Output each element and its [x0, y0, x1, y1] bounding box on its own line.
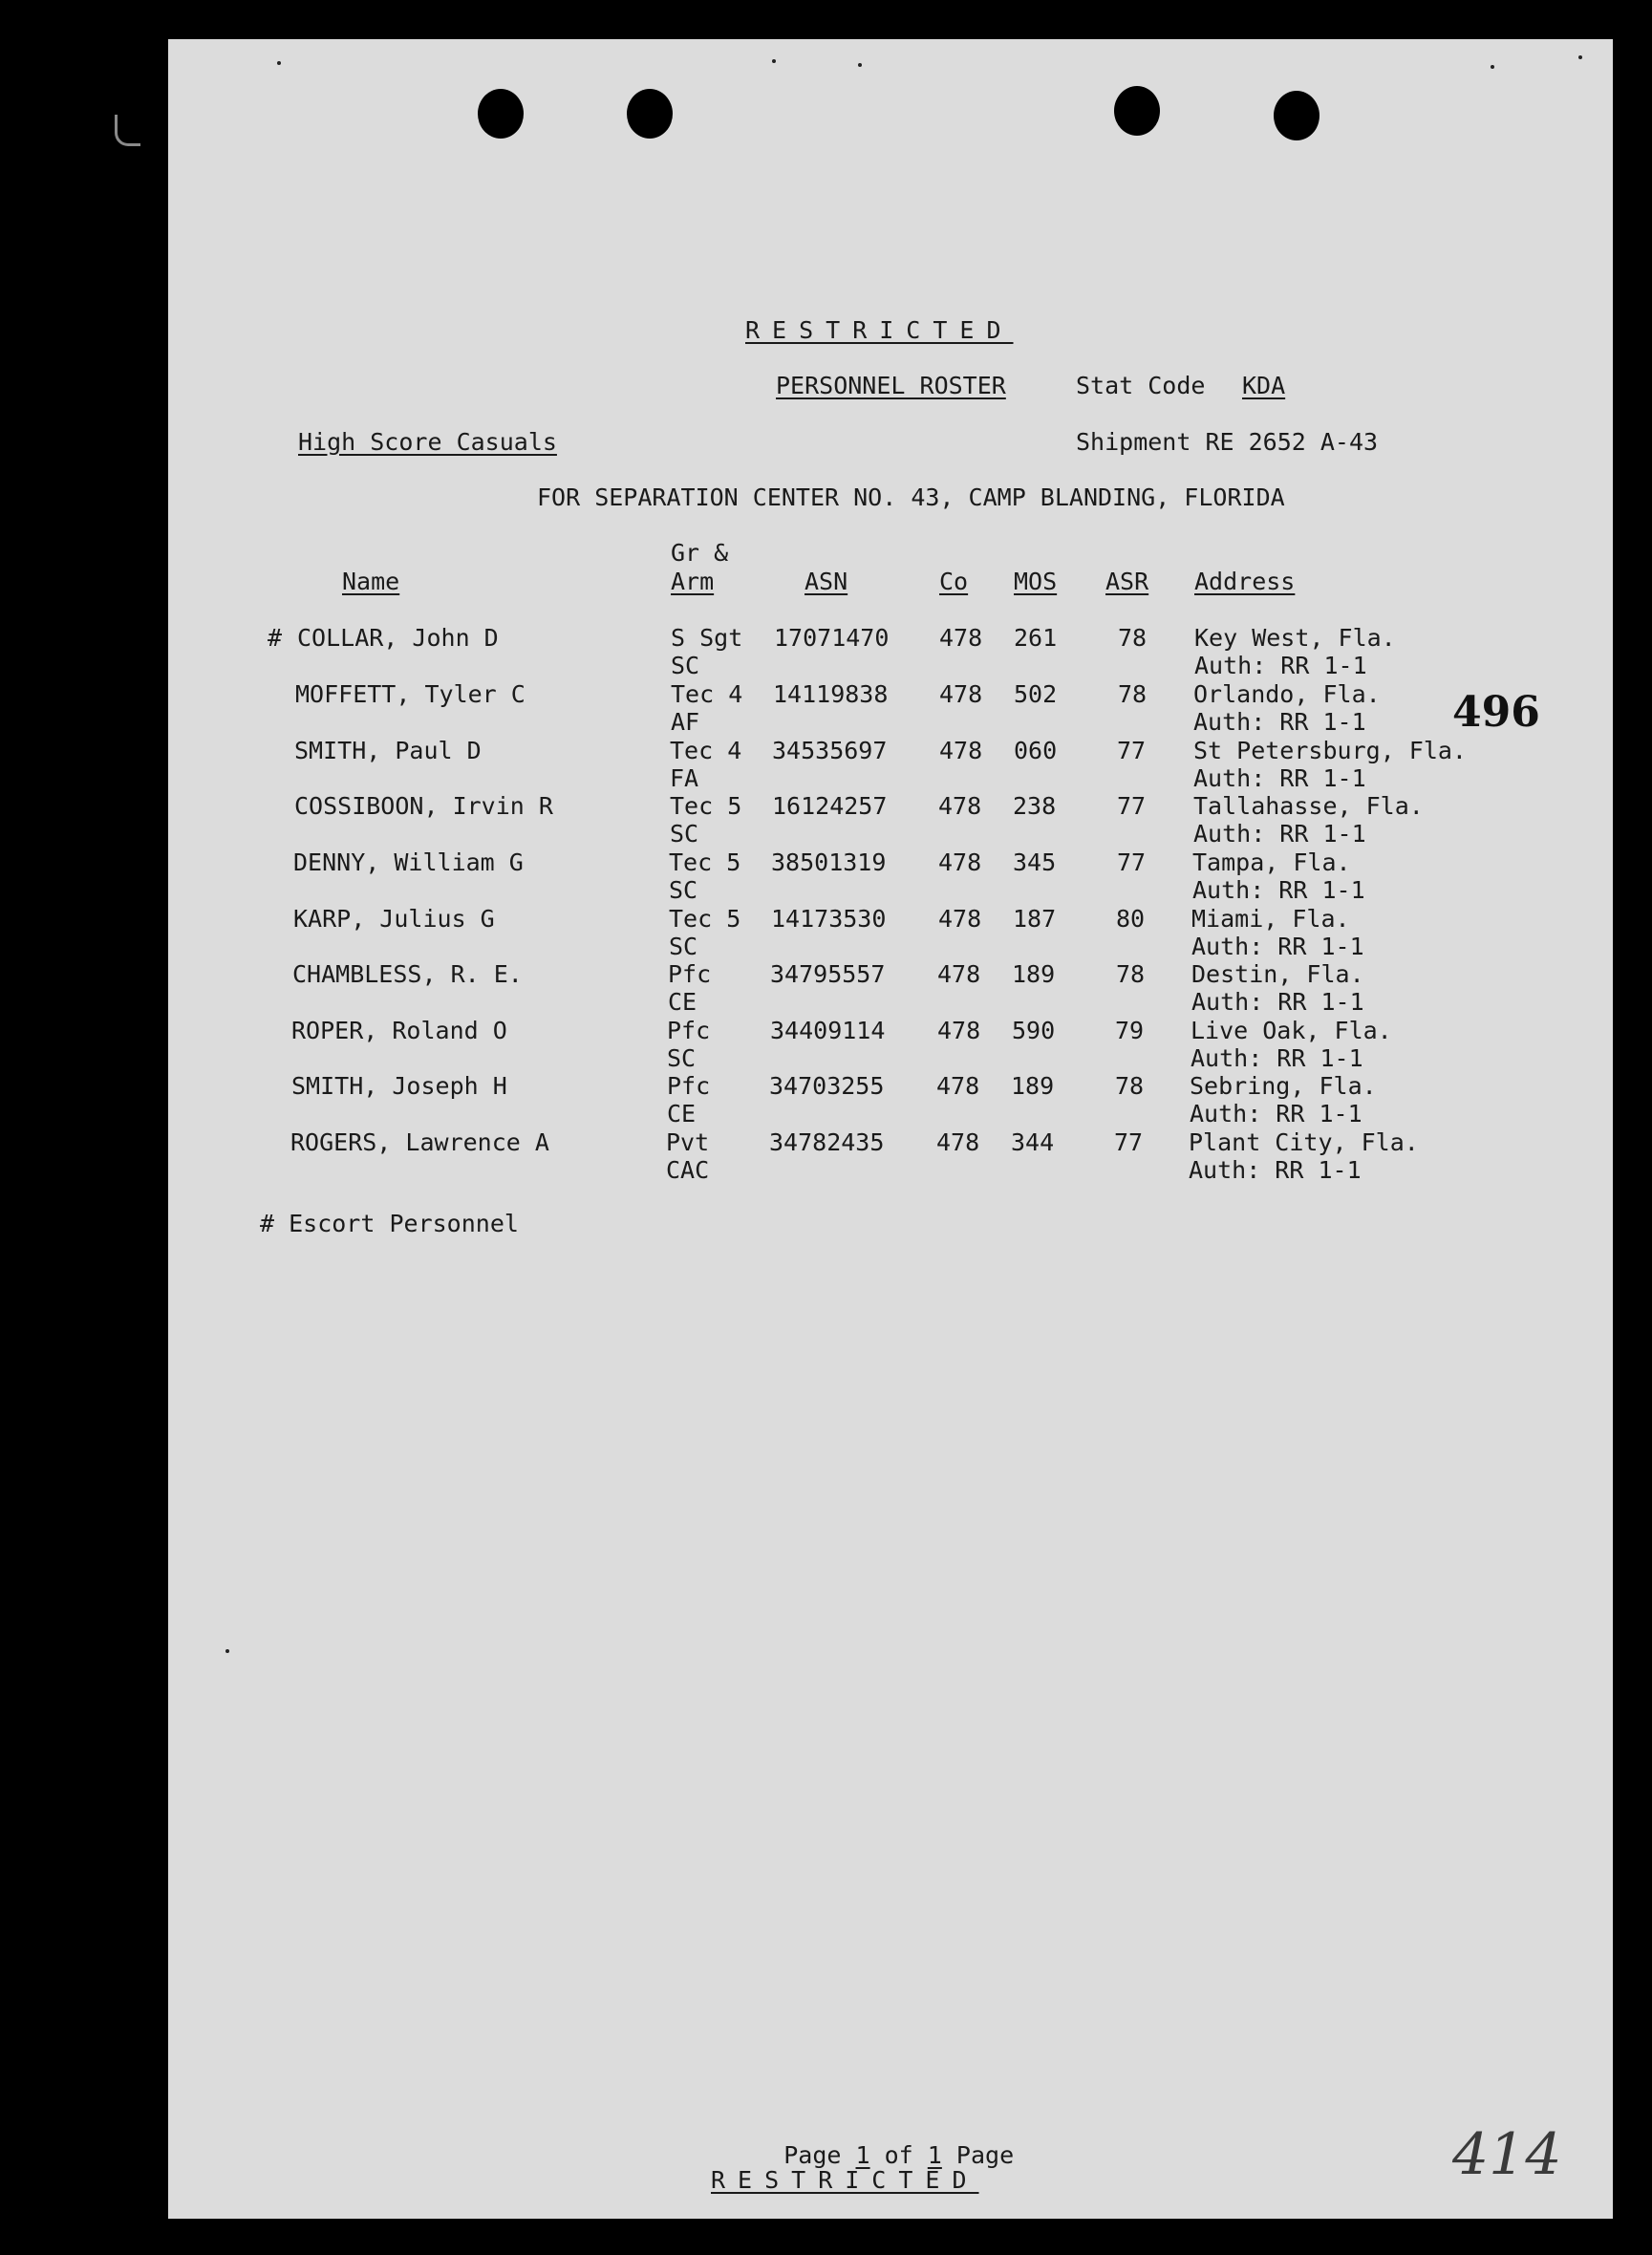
- speck: [1578, 55, 1582, 59]
- classification-top: RESTRICTED: [745, 316, 1014, 344]
- row-arm: SC: [670, 820, 699, 848]
- row-address: Sebring, Fla.: [1190, 1072, 1377, 1100]
- pencil-page-number: 414: [1452, 2121, 1562, 2188]
- row-grade: S Sgt: [671, 624, 743, 652]
- page-prefix: Page: [783, 2141, 842, 2169]
- row-arm: SC: [671, 652, 700, 679]
- row-address: Tallahasse, Fla.: [1193, 792, 1424, 820]
- row-mos: 345: [1013, 848, 1057, 876]
- speck: [772, 59, 776, 63]
- row-co: 478: [936, 1128, 980, 1156]
- binder-hole-1: [478, 89, 524, 139]
- row-arm: SC: [669, 933, 698, 960]
- row-auth: Auth: RR 1-1: [1191, 988, 1364, 1016]
- row-arm: SC: [667, 1044, 697, 1072]
- row-name: SMITH, Paul D: [294, 737, 482, 764]
- row-asn: 34703255: [769, 1072, 885, 1100]
- row-auth: Auth: RR 1-1: [1193, 708, 1366, 736]
- row-auth: Auth: RR 1-1: [1189, 1156, 1362, 1184]
- row-auth: Auth: RR 1-1: [1194, 652, 1367, 679]
- row-asn: 17071470: [774, 624, 890, 652]
- col-gr-line2: Arm: [671, 568, 715, 595]
- row-auth: Auth: RR 1-1: [1191, 933, 1364, 960]
- margin-mark: [115, 115, 140, 146]
- row-address: Key West, Fla.: [1194, 624, 1396, 652]
- row-asr: 77: [1117, 848, 1147, 876]
- row-asr: 77: [1117, 737, 1147, 764]
- footnote: # Escort Personnel: [260, 1210, 519, 1237]
- row-asn: 16124257: [772, 792, 888, 820]
- row-auth: Auth: RR 1-1: [1191, 1044, 1363, 1072]
- row-arm: FA: [670, 764, 699, 792]
- row-address: Miami, Fla.: [1191, 905, 1350, 933]
- speck: [225, 1649, 229, 1653]
- row-asr: 78: [1115, 1072, 1145, 1100]
- roster-title: PERSONNEL ROSTER: [776, 372, 1006, 399]
- row-name: SMITH, Joseph H: [291, 1072, 507, 1100]
- row-co: 478: [938, 792, 982, 820]
- row-grade: Tec 5: [669, 905, 741, 933]
- row-arm: CE: [668, 988, 697, 1016]
- page-total: 1: [927, 2141, 942, 2169]
- paper-edge-tab: [1582, 1003, 1613, 1213]
- row-name: ROPER, Roland O: [291, 1017, 507, 1044]
- row-co: 478: [938, 848, 982, 876]
- row-co: 478: [939, 680, 983, 708]
- stamped-page-number: 496: [1452, 688, 1540, 737]
- row-name: COLLAR, John D: [297, 624, 499, 652]
- speck: [858, 63, 862, 67]
- row-mos: 189: [1012, 960, 1056, 988]
- row-asn: 34795557: [770, 960, 886, 988]
- row-name: DENNY, William G: [293, 848, 524, 876]
- row-grade: Pfc: [668, 960, 712, 988]
- row-co: 478: [937, 1017, 981, 1044]
- binder-hole-4: [1274, 91, 1319, 140]
- row-asn: 34535697: [772, 737, 888, 764]
- row-auth: Auth: RR 1-1: [1192, 876, 1365, 904]
- row-asn: 14119838: [773, 680, 889, 708]
- row-co: 478: [938, 905, 982, 933]
- shipment-number: Shipment RE 2652 A-43: [1076, 428, 1379, 456]
- row-mos: 590: [1012, 1017, 1056, 1044]
- row-mos: 238: [1013, 792, 1057, 820]
- row-mos: 187: [1013, 905, 1057, 933]
- row-co: 478: [937, 960, 981, 988]
- row-address: Live Oak, Fla.: [1191, 1017, 1392, 1044]
- stat-code-label: Stat Code: [1076, 372, 1206, 399]
- row-asn: 14173530: [771, 905, 887, 933]
- row-grade: Pfc: [667, 1072, 711, 1100]
- row-grade: Pfc: [667, 1017, 711, 1044]
- row-address: Orlando, Fla.: [1193, 680, 1381, 708]
- row-asn: 34409114: [770, 1017, 886, 1044]
- row-mos: 060: [1014, 737, 1058, 764]
- row-mos: 344: [1011, 1128, 1055, 1156]
- row-asr: 77: [1117, 792, 1147, 820]
- row-asr: 78: [1118, 624, 1148, 652]
- row-asr: 78: [1116, 960, 1146, 988]
- row-arm: SC: [669, 876, 698, 904]
- col-name: Name: [342, 568, 400, 595]
- row-asn: 34782435: [769, 1128, 885, 1156]
- row-co: 478: [939, 624, 983, 652]
- row-mos: 261: [1014, 624, 1058, 652]
- row-co: 478: [939, 737, 983, 764]
- speck: [277, 61, 281, 65]
- row-mos: 502: [1014, 680, 1058, 708]
- page-of: of: [884, 2141, 913, 2169]
- page-suffix: Page: [955, 2141, 1015, 2169]
- row-name: ROGERS, Lawrence A: [290, 1128, 549, 1156]
- row-address: Plant City, Fla.: [1189, 1128, 1419, 1156]
- row-co: 478: [936, 1072, 980, 1100]
- row-arm: CE: [667, 1100, 697, 1128]
- row-address: Tampa, Fla.: [1192, 848, 1351, 876]
- row-asn: 38501319: [771, 848, 887, 876]
- row-mos: 189: [1011, 1072, 1055, 1100]
- col-asr: ASR: [1105, 568, 1149, 595]
- row-auth: Auth: RR 1-1: [1193, 764, 1366, 792]
- row-name: CHAMBLESS, R. E.: [292, 960, 523, 988]
- stat-code-value: KDA: [1242, 372, 1286, 399]
- row-asr: 80: [1116, 905, 1146, 933]
- row-mark: #: [268, 624, 283, 652]
- row-arm: CAC: [666, 1156, 710, 1184]
- col-gr-line1: Gr &: [671, 539, 729, 567]
- col-mos: MOS: [1014, 568, 1058, 595]
- classification-bottom: RESTRICTED: [711, 2166, 979, 2194]
- row-asr: 78: [1118, 680, 1148, 708]
- row-address: St Petersburg, Fla.: [1193, 737, 1467, 764]
- row-grade: Tec 4: [670, 737, 742, 764]
- row-grade: Pvt: [666, 1128, 710, 1156]
- row-grade: Tec 5: [669, 848, 741, 876]
- row-auth: Auth: RR 1-1: [1190, 1100, 1362, 1128]
- binder-hole-2: [627, 89, 673, 139]
- page-current: 1: [855, 2141, 870, 2169]
- row-asr: 77: [1114, 1128, 1144, 1156]
- row-name: COSSIBOON, Irvin R: [294, 792, 553, 820]
- col-co: Co: [939, 568, 969, 595]
- row-address: Destin, Fla.: [1191, 960, 1364, 988]
- row-name: MOFFETT, Tyler C: [295, 680, 526, 708]
- destination-line: FOR SEPARATION CENTER NO. 43, CAMP BLANDING, FLORIDA: [537, 483, 1285, 511]
- row-grade: Tec 5: [670, 792, 742, 820]
- row-auth: Auth: RR 1-1: [1193, 820, 1366, 848]
- row-arm: AF: [671, 708, 700, 736]
- col-address: Address: [1194, 568, 1296, 595]
- group-title: High Score Casuals: [298, 428, 557, 456]
- row-asr: 79: [1115, 1017, 1145, 1044]
- binder-hole-3: [1114, 86, 1160, 136]
- col-asn: ASN: [805, 568, 848, 595]
- row-grade: Tec 4: [671, 680, 743, 708]
- speck: [1491, 65, 1494, 69]
- row-name: KARP, Julius G: [293, 905, 495, 933]
